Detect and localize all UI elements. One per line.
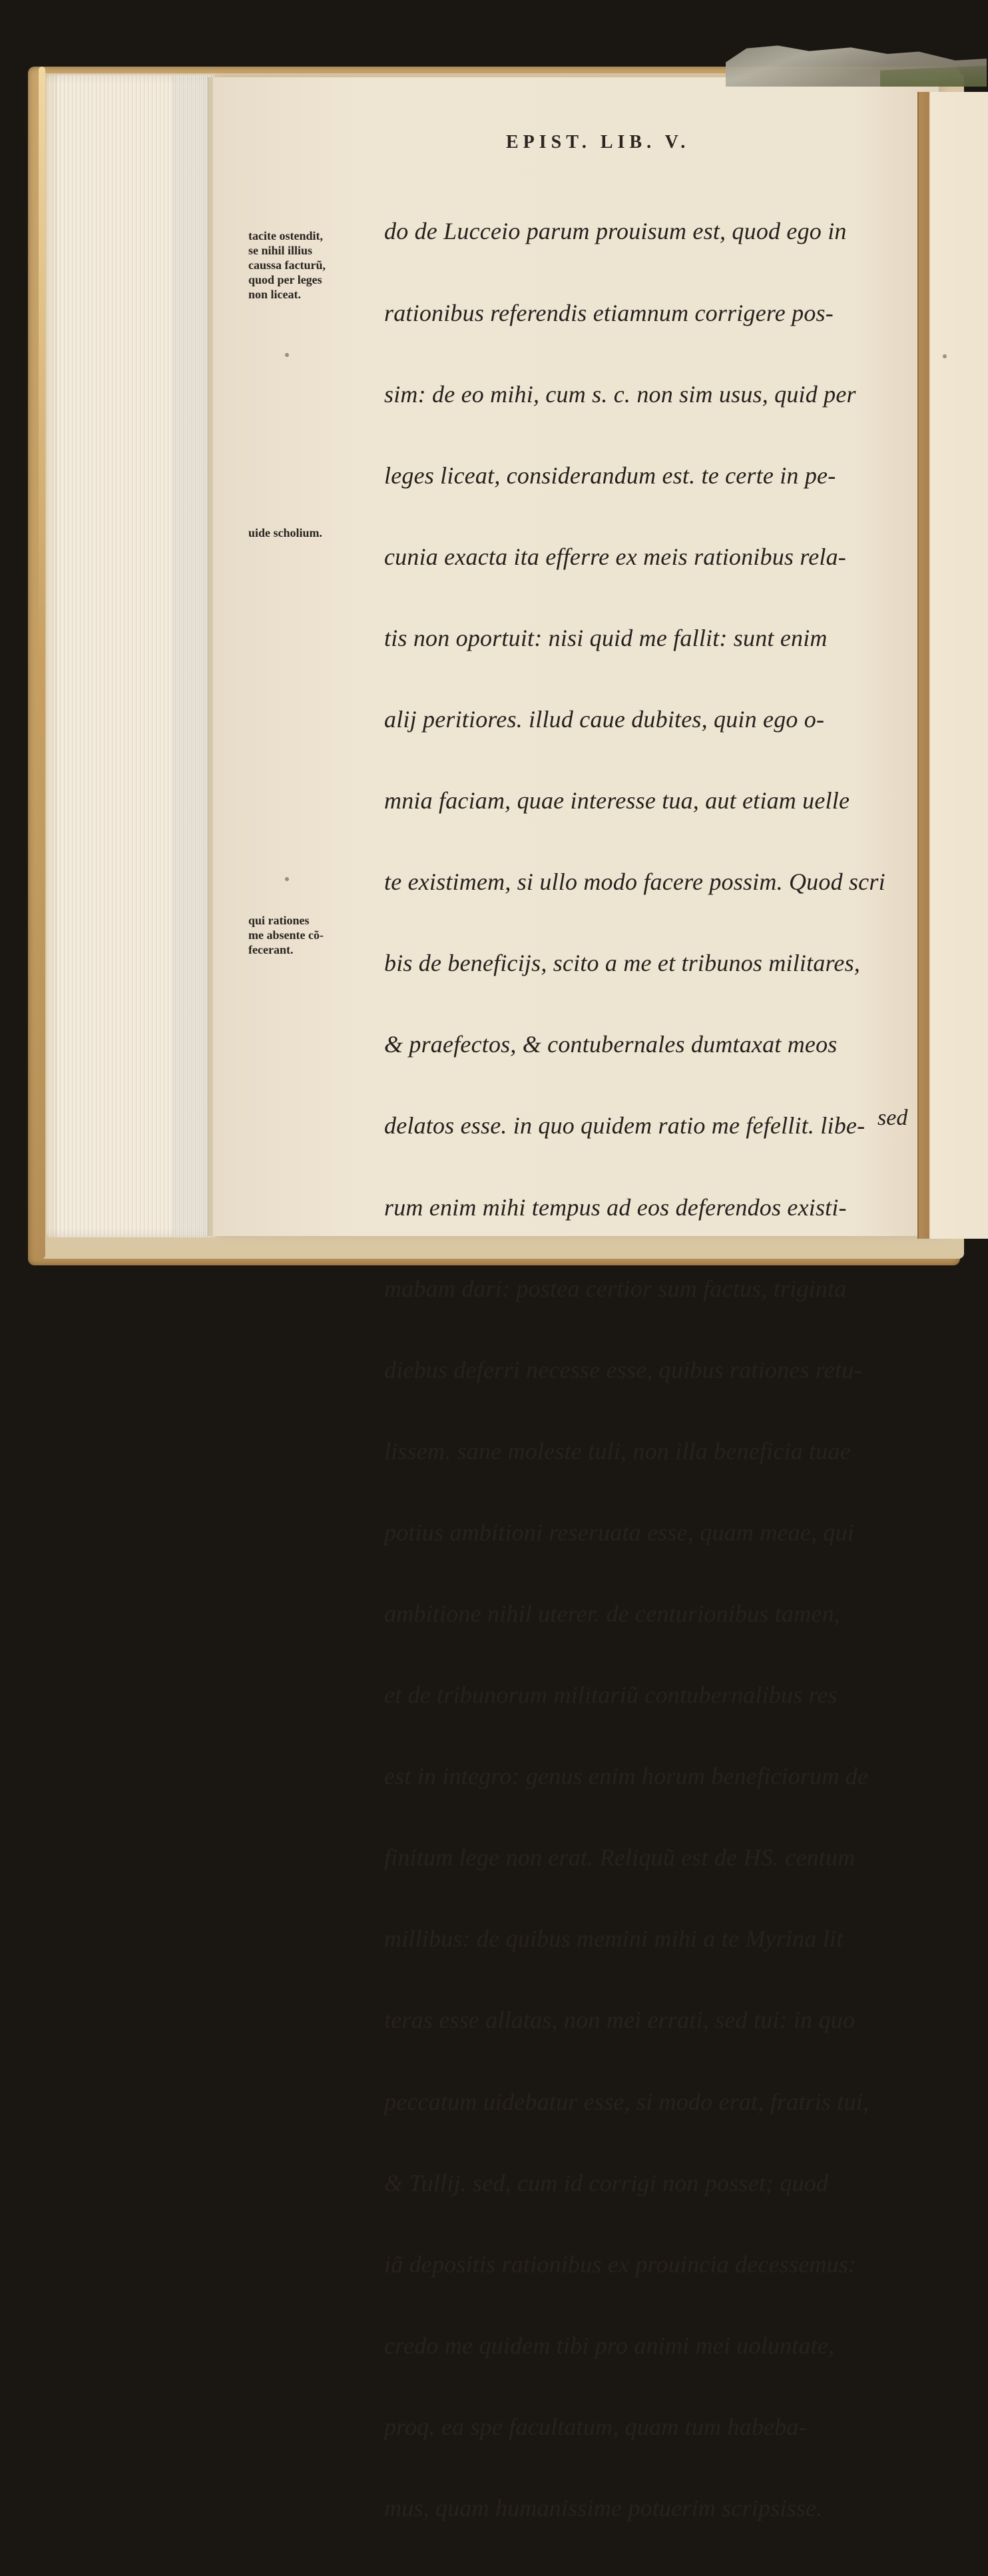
text-line: rum enim mihi tempus ad eos deferendos existi- xyxy=(384,1193,847,1221)
marginal-note xyxy=(248,228,326,302)
ink-speck xyxy=(943,354,947,358)
text-line: et de tribunorum militariũ contubernalibus res xyxy=(384,1682,838,1709)
text-line: finitum lege non erat. Reliquũ est de HS. centum xyxy=(384,1844,856,1871)
text-line: mus, quam humanissime potuerim scripsisse. xyxy=(384,2495,823,2522)
marginal-note-line: me absente cõ- xyxy=(248,928,324,942)
text-line: & Tullij. sed, cum id corrigi non posset; quod xyxy=(384,2169,829,2196)
adjacent-page-edge xyxy=(917,92,988,1239)
marginal-note-line: uide scholium. xyxy=(248,526,323,539)
marginal-note-line: caussa facturũ, xyxy=(248,258,326,272)
text-line: sim: de eo mihi, cum s. c. non sim usus, quid per xyxy=(384,380,856,408)
text-line: mnia faciam, quae interesse tua, aut etiam uelle xyxy=(384,787,850,814)
ink-speck xyxy=(285,877,289,881)
marginal-note-line: qui rationes xyxy=(248,914,310,927)
running-header: EPIST. LIB. V. xyxy=(506,132,690,153)
text-line: proq. ea spe facultatum, quam tum habeba- xyxy=(384,2413,807,2440)
text-line: potius ambitioni reseruata esse, quam meae, qui xyxy=(384,1518,855,1546)
text-line: peccatum uidebatur esse, si modo erat, fratris tui, xyxy=(384,2088,869,2115)
text-line: tis non oportuit: nisi quid me fallit: sunt enim xyxy=(384,624,828,651)
text-line: ambitione nihil uterer. de centurionibus tamen, xyxy=(384,1600,840,1627)
text-line: delatos esse. in quo quidem ratio me fefellit. libe- xyxy=(384,1112,865,1139)
marginal-note-line: fecerant. xyxy=(248,943,294,956)
text-line: cunia exacta ita efferre ex meis rationibus rela- xyxy=(384,543,846,570)
text-line: te existimem, si ullo modo facere possim. Quod scri xyxy=(384,868,885,896)
ink-speck xyxy=(285,353,289,357)
marginal-note xyxy=(248,525,322,540)
main-text-block xyxy=(384,164,910,2576)
text-line: lissem. sane moleste tuli, non illa beneficia tuae xyxy=(384,1437,851,1464)
text-line: & praefectos, & contubernales dumtaxat meos xyxy=(384,1031,838,1058)
text-line: bis de beneficijs, scito a me et tribunos militares, xyxy=(384,950,860,977)
text-line: rationibus referendis etiamnum corrigere pos- xyxy=(384,299,834,326)
text-line: est in integro: genus enim horum beneficiorum de xyxy=(384,1763,869,1790)
marginal-note-line: se nihil illius xyxy=(248,244,313,257)
text-line: do de Lucceio parum prouisum est, quod ego in xyxy=(384,218,847,245)
cover-edge xyxy=(39,67,45,1259)
marginal-note xyxy=(248,913,324,957)
text-line: teras esse allatas, non mei errati, sed tui: in quo xyxy=(384,2007,856,2034)
text-line: credo me quidem tibi pro animi mei uoluntate, xyxy=(384,2332,835,2359)
text-line: leges liceat, considerandum est. te certe in pe- xyxy=(384,462,836,489)
marginal-note-line: non liceat. xyxy=(248,288,301,301)
page-edges xyxy=(47,75,214,1237)
marginal-note-line: tacite ostendit, xyxy=(248,229,323,242)
torn-page-fragment xyxy=(726,40,987,87)
text-line: millibus: de quibus memini mihi a te Myrina lit xyxy=(384,1925,844,1953)
marginal-note-line: quod per leges xyxy=(248,273,322,286)
catchword: sed xyxy=(877,1106,908,1130)
text-line: diebus deferri necesse esse, quibus rationes retu- xyxy=(384,1356,862,1383)
text-line: mabam dari: postea certior sum factus, triginta xyxy=(384,1275,847,1302)
text-line: iã depositis rationibus ex prouincia decessemus: xyxy=(384,2250,857,2278)
text-line: alij peritiores. illud caue dubites, quin ego o- xyxy=(384,705,825,733)
